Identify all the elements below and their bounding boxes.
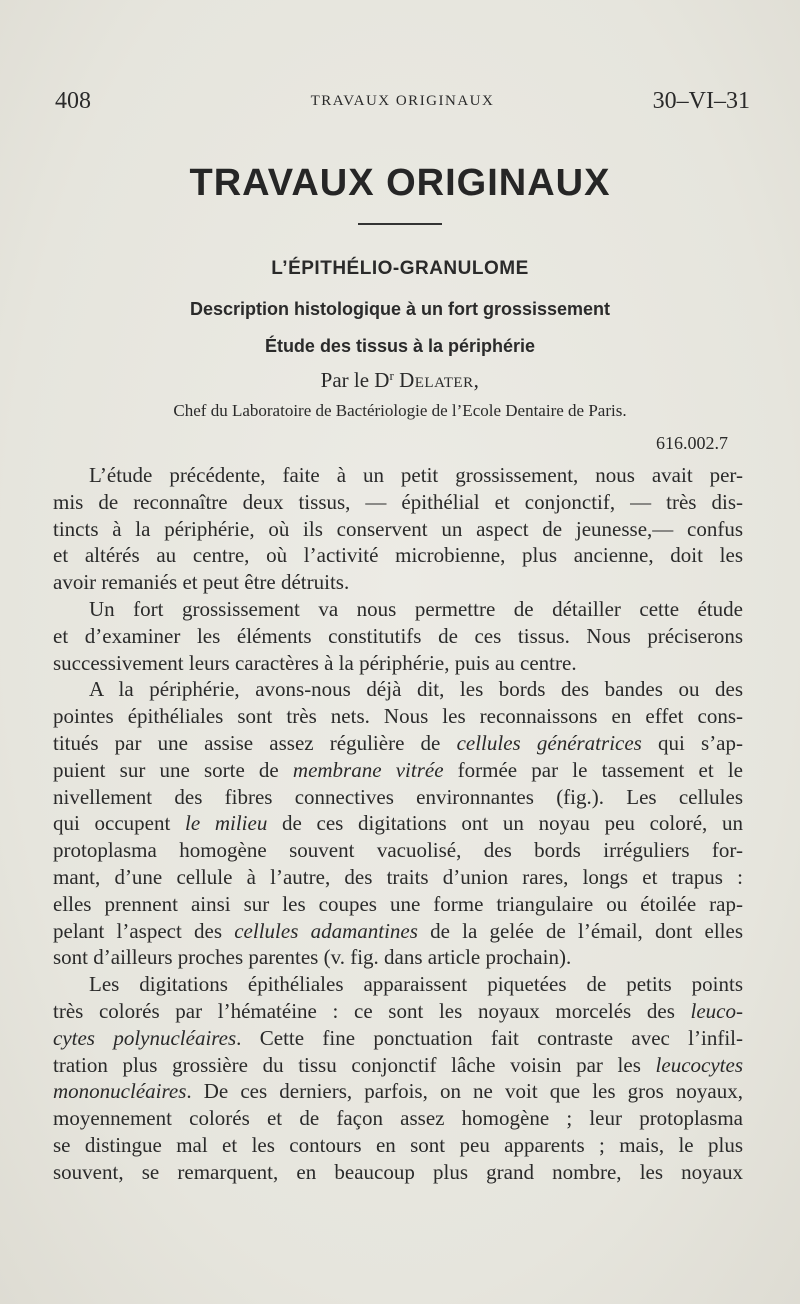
body-line — [53, 1052, 743, 1079]
body-line — [53, 784, 743, 811]
body-line — [53, 1078, 743, 1105]
text-run: qui occupent — [53, 811, 185, 836]
author-name: Delater, — [399, 368, 480, 392]
text-run: . De ces derniers, parfois, on ne voit que les gros noyaux, — [186, 1079, 743, 1104]
italic-term: mononucléaires — [53, 1079, 187, 1104]
title-rule — [358, 223, 442, 225]
section-title: TRAVAUX ORIGINAUX — [189, 162, 611, 204]
body-line — [53, 462, 743, 489]
body-line — [53, 676, 743, 703]
text-run: A la périphérie, avons-nous déjà dit, les bords des bandes ou des — [89, 677, 743, 702]
text-run: sont d’ailleurs proches parentes (v. fig. dans article prochain). — [53, 945, 572, 970]
text-run: formée par le tassement et le — [443, 757, 743, 782]
text-run: très colorés par l’hématéine : ce sont les noyaux morcelés des — [53, 998, 691, 1023]
body-line — [53, 810, 743, 837]
byline-prefix: Par le D — [320, 368, 390, 392]
text-run: tration plus grossière du tissu conjonctif lâche voisin par les — [53, 1052, 656, 1077]
text-run: avoir remaniés et peut être détruits. — [53, 570, 350, 595]
byline — [0, 368, 800, 393]
body-line — [53, 971, 743, 998]
text-run: mis de reconnaître deux tissus, — épithélial et conjonctif, — très dis- — [53, 489, 743, 514]
text-run: Les digitations épithéliales apparaissent piquetées de petits points — [89, 972, 743, 997]
article-subtitle-2: Étude des tissus à la périphérie — [264, 336, 536, 356]
article-body — [53, 462, 743, 1186]
italic-term: cytes polynucléaires — [53, 1025, 237, 1050]
text-run: elles prennent ainsi sur les coupes une forme triangulaire ou étoilée rap- — [53, 891, 743, 916]
italic-term: membrane vitrée — [292, 757, 444, 782]
text-run: nivellement des fibres connectives environnantes (fig.). Les cellules — [53, 784, 743, 809]
text-run: . Cette fine ponctuation fait contraste avec l’infil- — [236, 1025, 743, 1050]
body-line — [53, 489, 743, 516]
text-run: mant, d’une cellule à l’autre, des traits d’union rares, longs et trapus : — [53, 864, 743, 889]
body-line — [53, 1159, 743, 1186]
body-line — [53, 516, 743, 543]
body-line — [53, 730, 743, 757]
body-line — [53, 998, 743, 1025]
classification-number: 616.002.7 — [656, 433, 728, 453]
body-line — [53, 542, 743, 569]
body-line — [53, 757, 743, 784]
body-line — [53, 837, 743, 864]
body-line — [53, 864, 743, 891]
italic-term: le milieu — [185, 811, 268, 836]
article-subtitle-1: Description histologique à un fort grossissement — [189, 299, 611, 319]
text-run: qui s’ap- — [641, 730, 743, 755]
italic-term: leucocytes — [655, 1052, 743, 1077]
text-run: protoplasma homogène souvent vacuolisé, des bords irréguliers for- — [53, 838, 743, 863]
text-run: moyennement colorés et de façon assez homogène ; leur protoplasma — [53, 1106, 743, 1131]
article-title: L’ÉPITHÉLIO-GRANULOME — [271, 258, 529, 279]
issue-date: 30–VI–31 — [652, 88, 750, 114]
text-run: se distingue mal et les contours en sont peu apparents ; mais, le plus — [53, 1132, 743, 1157]
running-title: TRAVAUX ORIGINAUX — [310, 93, 495, 109]
italic-term: cellules adamantines — [234, 918, 418, 943]
text-run: pointes épithéliales sont très nets. Nous les reconnaissons en effet cons- — [53, 704, 743, 729]
text-run: puient sur une sorte de — [53, 757, 293, 782]
body-line — [53, 703, 743, 730]
text-run: Un fort grossissement va nous permettre de détailler cette étude — [89, 596, 743, 621]
body-line — [53, 623, 743, 650]
text-run: titués par une assise assez régulière de — [53, 730, 457, 755]
text-run: successivement leurs caractères à la périphérie, puis au centre. — [53, 650, 577, 675]
text-run: de ces digitations ont un noyau peu coloré, un — [267, 811, 743, 836]
body-line — [53, 891, 743, 918]
body-line — [53, 569, 743, 596]
text-run: de la gelée de l’émail, dont elles — [417, 918, 744, 943]
text-run: tincts à la périphérie, où ils conservent un aspect de jeunesse,— confus — [53, 516, 743, 541]
text-run: L’étude précédente, faite à un petit grossissement, nous avait per- — [89, 463, 743, 487]
body-line — [53, 650, 743, 677]
byline-superscript: r — [389, 368, 394, 383]
body-line — [53, 1132, 743, 1159]
text-run: souvent, se remarquent, en beaucoup plus grand nombre, les noyaux — [53, 1159, 743, 1184]
running-head — [55, 88, 750, 120]
body-line — [53, 596, 743, 623]
body-line — [53, 1105, 743, 1132]
page-number: 408 — [55, 88, 91, 114]
body-line — [53, 1025, 743, 1052]
italic-term: leuco- — [690, 998, 743, 1023]
text-run: et d’examiner les éléments constitutifs de ces tissus. Nous préciserons — [53, 623, 743, 648]
text-run: pelant l’aspect des — [53, 918, 235, 943]
author-affiliation: Chef du Laboratoire de Bactériologie de l’Ecole Dentaire de Paris. — [173, 401, 627, 420]
body-line — [53, 944, 743, 971]
text-run: et altérés au centre, où l’activité microbienne, plus ancienne, doit les — [53, 543, 743, 568]
italic-term: cellules génératrices — [456, 730, 642, 755]
body-line — [53, 918, 743, 945]
